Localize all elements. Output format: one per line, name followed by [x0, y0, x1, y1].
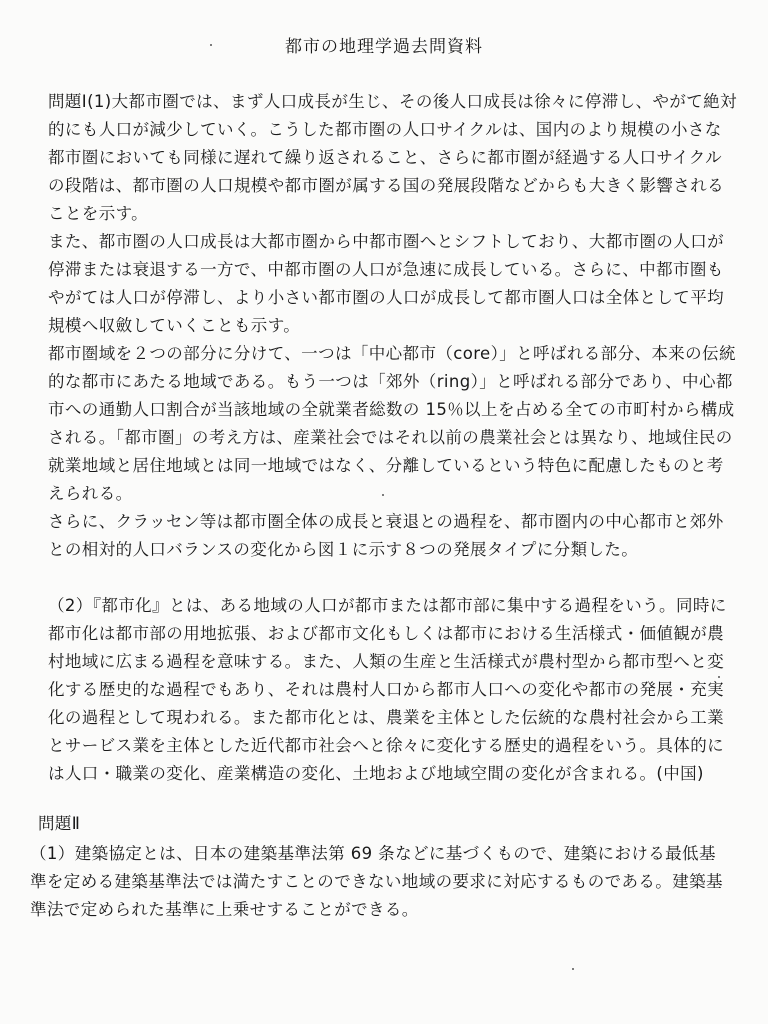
scan-speck	[382, 494, 384, 496]
question-1-paragraph-1: 問題Ⅰ(1)大都市圏では、まず人口成長が生じ、その後人口成長は徐々に停滞し、やがて絶対的にも人口が減少していく。こうした都市圏の人口サイクルは、国内のより規模の小さな都市圏においても同様に遅れて繰り返されること、さらに都市圏が経過する人口サイクルの段階は、都市圏の人口規模や都市圏が属する国の発展段階などからも大きく影響されることを示す。	[48, 92, 737, 223]
question-1-paragraph-4: さらに、クラッセン等は都市圏全体の成長と衰退との過程を、都市圏内の中心都市と郊外との相対的人口バランスの変化から図１に示す８つの発展タイプに分類した。	[48, 512, 724, 559]
question-2-paragraph-1: （1）建築協定とは、日本の建築基準法第 69 条などに基づくもので、建築における最低基準を定める建築基準法では満たすことのできない地域の要求に対応するものである。建築基準法で定められた基準に上乗せすることができる。	[30, 844, 723, 919]
question-2-heading: 問題Ⅱ	[38, 814, 81, 833]
question-1-paragraph-3: 都市圏域を２つの部分に分けて、一つは「中心都市（core）」と呼ばれる部分、本来の伝統的な都市にあたる地域である。もう一つは「郊外（ring）」と呼ばれる部分であり、中心都市への通勤人口割合が当該地域の全就業者総数の 15％以上を占める全ての市町村から構成される。「都市圏」の考え方は、産業社会ではそれ以前の農業社会とは異なり、地域住民の就業地域と居住地域とは同一地域ではなく、分離しているという特色に配慮したものと考えられる。	[48, 344, 736, 503]
scan-speck	[718, 676, 720, 678]
scan-speck	[210, 44, 212, 46]
question-1-paragraph-2: また、都市圏の人口成長は大都市圏から中都市圏へとシフトしており、大都市圏の人口が停滞または衰退する一方で、中都市圏の人口が急速に成長している。さらに、中都市圏もやがては人口が停滞し、より小さい都市圏の人口が成長して都市圏人口は全体として平均規模へ収斂していくことも示す。	[48, 232, 724, 335]
question-1-part-2-paragraph: （2）『都市化』とは、ある地域の人口が都市または都市部に集中する過程をいう。同時に都市化は都市部の用地拡張、および都市文化もしくは都市における生活様式・価値観が農村地域に広まる過程を意味する。また、人類の生産と生活様式が農村型から都市型へと変化する歴史的な過程でもあり、それは農村人口から都市人口への変化や都市の発展・充実化の過程として現われる。また都市化とは、農業を主体とした伝統的な農村社会から工業とサービス業を主体とした近代都市社会へと徐々に変化する歴史的過程をいう。具体的には人口・職業の変化、産業構造の変化、土地および地域空間の変化が含まれる。(中国)	[48, 596, 727, 783]
scan-speck	[572, 968, 574, 970]
page-title: 都市の地理学過去問資料	[285, 37, 483, 57]
